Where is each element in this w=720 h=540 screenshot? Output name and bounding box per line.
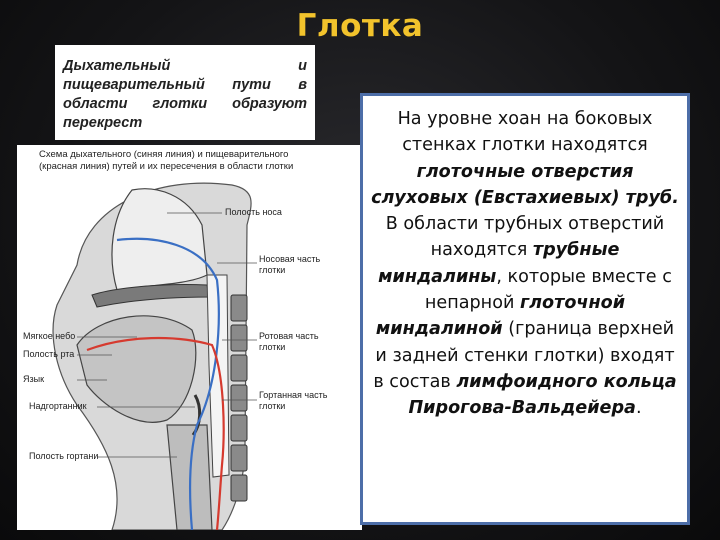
body-text-3: , которые вместе с непарной — [424, 266, 672, 314]
label-soft-palate: Мягкое небо — [23, 331, 76, 341]
body-emphasis-2: трубные миндалины — [378, 240, 620, 287]
label-epiglottis: Надгортанник — [29, 401, 87, 411]
description-panel — [360, 93, 690, 525]
label-laryngopharynx-2: глотки — [259, 401, 286, 411]
slide-title: Глотка — [296, 8, 424, 44]
note-box — [55, 45, 315, 140]
body-text-5: . — [635, 398, 642, 419]
label-laryngopharynx-1: Гортанная часть — [259, 390, 328, 400]
label-nasopharynx-1: Носовая часть — [259, 254, 321, 264]
body-emphasis-4: лимфоидного кольца Пирогова-Вальдейера — [408, 371, 677, 419]
body-text-1: На уровне хоан на боковых стенках глотки находятся — [397, 109, 653, 156]
body-emphasis-3: глоточной миндалиной — [375, 293, 626, 340]
vertebral-column — [231, 295, 247, 501]
label-oral-cavity: Полость рта — [23, 349, 75, 359]
anatomy-figure — [17, 145, 362, 530]
label-larynx-cavity: Полость гортани — [29, 451, 99, 461]
body-text-2: В области трубных отверстий находятся — [385, 214, 665, 261]
label-oropharynx-2: глотки — [259, 342, 286, 352]
body-text-4: (граница верхней и задней стенки глотки) входят в состав — [373, 319, 675, 392]
label-nasal-cavity: Полость носа — [225, 207, 282, 217]
label-nasopharynx-2: глотки — [259, 265, 286, 275]
note-text: Дыхательный и пищеварительный пути в области глотки образуют перекрест — [63, 58, 307, 131]
figure-caption: Схема дыхательного (синяя линия) и пищеварительного (красная линия) путей и их пересечения в области глотки — [39, 149, 294, 172]
body-emphasis-1: глоточные отверстия слуховых (Евстахиевых) труб. — [371, 161, 679, 208]
label-oropharynx-1: Ротовая часть — [259, 331, 319, 341]
label-tongue: Язык — [23, 374, 45, 384]
